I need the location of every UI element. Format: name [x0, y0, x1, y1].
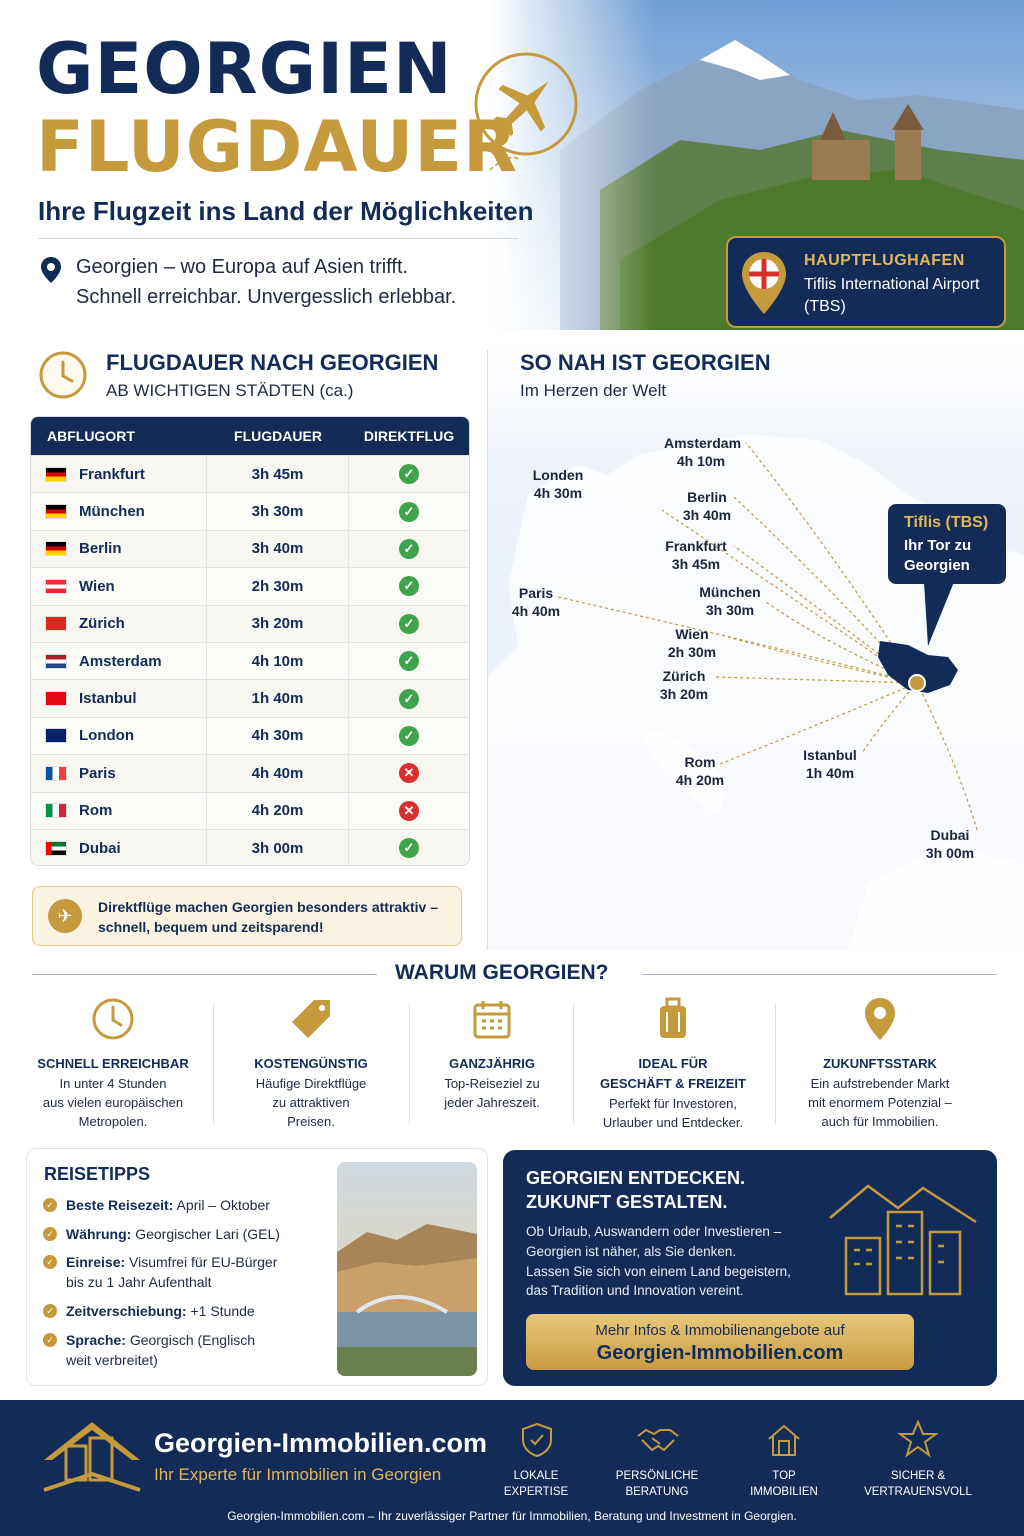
- flight-table-title: FLUGDAUER NACH GEORGIEN: [106, 350, 439, 375]
- departure-city: Frankfurt: [79, 465, 145, 483]
- why-item: [397, 996, 587, 1112]
- check-icon: ✓: [43, 1255, 57, 1269]
- footer-feature-beratung: [597, 1468, 717, 1500]
- flight-table-subtitle: AB WICHTIGEN STÄDTEN (ca.): [106, 381, 354, 400]
- flag-germany-icon: [45, 467, 67, 482]
- airport-name-line2: (TBS): [804, 298, 846, 315]
- flag-netherlands-icon: [45, 654, 67, 669]
- direct-cell: [349, 493, 469, 529]
- duration-value: 3h 40m: [251, 540, 304, 558]
- why-text-line2: aus vielen europäischen: [42, 1095, 184, 1110]
- flight-duration-table: [30, 416, 470, 866]
- departure-city: Berlin: [79, 540, 122, 558]
- feature-line2: BERATUNG: [625, 1486, 689, 1498]
- table-row: [31, 642, 469, 679]
- tip-value: Visumfrei für EU-Bürger: [129, 1254, 278, 1270]
- airplane-icon: ✈: [48, 899, 82, 933]
- why-text-line1: Ein aufstrebender Markt: [810, 1076, 950, 1091]
- tip-label: Sprache:: [66, 1332, 126, 1348]
- duration-cell: [207, 718, 349, 754]
- direct-cell: [349, 456, 469, 492]
- map-subtitle: Im Herzen der Welt: [520, 381, 667, 400]
- feature-line1: LOKALE: [513, 1470, 559, 1482]
- city-time: 3h 00m: [925, 845, 975, 861]
- why-text-line1: Top-Reiseziel zu: [444, 1076, 540, 1091]
- why-text-line1: Perfekt für Investoren,: [609, 1096, 737, 1111]
- tip-item: [66, 1301, 255, 1321]
- departure-cell: [31, 531, 207, 567]
- duration-value: 2h 30m: [251, 577, 304, 595]
- table-row: [31, 605, 469, 642]
- why-item: [18, 996, 208, 1131]
- table-header: [31, 417, 469, 455]
- feature-line1: SICHER &: [890, 1470, 946, 1482]
- tbilisi-photo: [337, 1162, 477, 1376]
- direct-cell: [349, 793, 469, 829]
- clock-icon: [18, 996, 208, 1048]
- column-header-departure: ABFLUGORT: [47, 428, 135, 444]
- city-time: 4h 40m: [511, 603, 561, 619]
- map-title: SO NAH IST GEORGIEN: [520, 350, 771, 375]
- flag-uae-icon: [45, 841, 67, 856]
- city-time: 3h 45m: [671, 556, 721, 572]
- departure-cell: [31, 680, 207, 716]
- calendar-icon: [397, 996, 587, 1048]
- column-header-duration: FLUGDAUER: [234, 428, 322, 444]
- direct-cell: [349, 718, 469, 754]
- cta-button-line1[interactable]: Mehr Infos & Immobilienangebote auf: [595, 1322, 845, 1339]
- tip-item: [66, 1224, 280, 1244]
- city-time: 4h 30m: [533, 485, 583, 501]
- city-time: 2h 30m: [667, 644, 717, 660]
- flag-italy-icon: [45, 803, 67, 818]
- check-circle-icon: ✓: [399, 539, 419, 559]
- departure-cell: [31, 456, 207, 492]
- why-heading: ZUKUNFTSSTARK: [823, 1056, 937, 1071]
- departure-city: Istanbul: [79, 690, 137, 708]
- why-text-line3: Metropolen.: [78, 1114, 148, 1129]
- tip-value: +1 Stunde: [190, 1303, 255, 1319]
- duration-cell: [207, 830, 349, 866]
- duration-cell: [207, 680, 349, 716]
- departure-cell: [31, 830, 207, 866]
- why-item: [216, 996, 406, 1131]
- flag-germany-icon: [45, 504, 67, 519]
- flag-austria-icon: [45, 579, 67, 594]
- clock-icon: [38, 350, 88, 405]
- city-name: Rom: [684, 754, 716, 770]
- tbs-callout-line1: Tiflis (TBS): [904, 514, 989, 531]
- departure-cell: [31, 718, 207, 754]
- departure-cell: [31, 643, 207, 679]
- column-divider: [213, 1004, 214, 1124]
- feature-line2: IMMOBILIEN: [750, 1486, 818, 1498]
- duration-cell: [207, 531, 349, 567]
- tbs-callout-line2: Ihr Tor zu: [904, 537, 972, 554]
- note-line2: schnell, bequem und zeitsparend!: [98, 919, 324, 935]
- departure-cell: [31, 606, 207, 642]
- departure-cell: [31, 755, 207, 791]
- georgian-flag-pin-icon: [740, 250, 788, 321]
- feature-line1: TOP: [772, 1470, 796, 1482]
- direct-cell: [349, 606, 469, 642]
- flag-france-icon: [45, 766, 67, 781]
- tip-value: April – Oktober: [176, 1197, 270, 1213]
- footer-brand[interactable]: Georgien-Immobilien.com: [154, 1428, 488, 1458]
- handshake-icon: [636, 1424, 680, 1461]
- check-circle-icon: ✓: [399, 502, 419, 522]
- why-text-line1: Häufige Direktflüge: [255, 1076, 367, 1091]
- column-header-direct: DIREKTFLUG: [363, 428, 455, 444]
- map-label-london: [528, 466, 588, 502]
- why-text-line3: auch für Immobilien.: [821, 1114, 939, 1129]
- tbs-callout-line3: Georgien: [904, 557, 970, 574]
- tip-value-line2: bis zu 1 Jahr Aufenthalt: [66, 1274, 212, 1290]
- intro-line2: Schnell erreichbar. Unvergesslich erlebbar.: [76, 286, 457, 308]
- duration-value: 4h 30m: [251, 727, 304, 745]
- city-skyline-icon: [828, 1178, 978, 1303]
- map-label-frankfurt: [664, 537, 728, 573]
- why-divider-right: [642, 974, 997, 975]
- price-tag-icon: [216, 996, 406, 1048]
- airport-label: HAUPTFLUGHAFEN: [804, 252, 965, 269]
- page-title-line1: GEORGIEN: [36, 28, 453, 110]
- city-time: 3h 40m: [682, 507, 732, 523]
- tip-label: Währung:: [66, 1226, 132, 1242]
- check-icon: ✓: [43, 1333, 57, 1347]
- departure-cell: [31, 793, 207, 829]
- airplane-badge-icon: [470, 52, 582, 187]
- tip-label: Zeitverschiebung:: [66, 1303, 187, 1319]
- check-circle-icon: ✓: [399, 838, 419, 858]
- footer-feature-sicher: [858, 1468, 978, 1500]
- tip-item: [66, 1252, 277, 1292]
- location-pin-icon: [785, 996, 975, 1048]
- cta-text-line1: Ob Urlaub, Auswandern oder Investieren –: [526, 1224, 782, 1239]
- city-name: Londen: [532, 467, 584, 483]
- map-label-paris: [510, 584, 562, 620]
- city-name: Wien: [675, 626, 709, 642]
- check-icon: ✓: [43, 1198, 57, 1212]
- table-row: [31, 754, 469, 791]
- why-text-line2: Urlauber und Entdecker.: [602, 1115, 744, 1130]
- house-icon: [766, 1422, 802, 1463]
- column-divider: [775, 1004, 776, 1124]
- footer-feature-expertise: [476, 1468, 596, 1500]
- map-label-rom: [674, 753, 726, 789]
- direct-cell: [349, 830, 469, 866]
- footer-bottom-text: Georgien-Immobilien.com – Ihr zuverlässiger Partner für Immobilien, Beratung und Investment in Georgien.: [227, 1509, 797, 1523]
- airport-name-line1: Tiflis International Airport: [804, 276, 980, 293]
- why-item: [785, 996, 975, 1131]
- departure-cell: [31, 568, 207, 604]
- tips-title: REISETIPPS: [44, 1164, 151, 1184]
- duration-cell: [207, 793, 349, 829]
- direct-cell: [349, 643, 469, 679]
- map-label-amsterdam: [664, 434, 742, 470]
- suitcase-icon: [578, 996, 768, 1048]
- tip-value: Georgisch (Englisch: [129, 1332, 256, 1348]
- location-pin-icon: [40, 256, 62, 289]
- duration-value: 1h 40m: [251, 690, 304, 708]
- city-name: Dubai: [930, 827, 970, 843]
- duration-cell: [207, 643, 349, 679]
- footer-tagline: Ihr Experte für Immobilien in Georgien: [154, 1465, 442, 1484]
- direct-cell: [349, 531, 469, 567]
- check-icon: ✓: [43, 1227, 57, 1241]
- cta-title-line2: ZUKUNFT GESTALTEN.: [526, 1192, 728, 1212]
- duration-value: 3h 45m: [251, 465, 304, 483]
- direct-cell: [349, 755, 469, 791]
- city-time: 3h 20m: [659, 686, 709, 702]
- departure-city: Paris: [79, 764, 116, 782]
- note-line1: Direktflüge machen Georgien besonders attraktiv –: [98, 899, 438, 915]
- check-icon: ✓: [43, 1304, 57, 1318]
- table-row: [31, 829, 469, 866]
- duration-value: 4h 10m: [251, 652, 304, 670]
- city-name: Zürich: [662, 668, 706, 684]
- direct-flight-note: [32, 886, 462, 946]
- map-label-muenchen: [698, 583, 762, 619]
- direct-cell: [349, 568, 469, 604]
- table-row: [31, 792, 469, 829]
- feature-line1: PERSÖNLICHE: [615, 1470, 699, 1482]
- why-divider-left: [32, 974, 377, 975]
- table-row: [31, 717, 469, 754]
- tip-item: [66, 1195, 270, 1215]
- city-name: Paris: [518, 585, 554, 601]
- tip-label: Beste Reisezeit:: [66, 1197, 174, 1213]
- cta-text-line4: das Tradition und Innovation vereint.: [526, 1283, 744, 1298]
- why-item: [578, 996, 768, 1132]
- departure-city: Rom: [79, 802, 113, 820]
- flag-switzerland-icon: [45, 616, 67, 631]
- duration-value: 4h 20m: [251, 802, 304, 820]
- why-heading: KOSTENGÜNSTIG: [254, 1056, 368, 1071]
- departure-city: München: [79, 503, 145, 521]
- cta-button-line2[interactable]: Georgien-Immobilien.com: [596, 1342, 844, 1364]
- check-circle-icon: ✓: [399, 464, 419, 484]
- tip-label: Einreise:: [66, 1254, 126, 1270]
- flag-turkey-icon: [45, 691, 67, 706]
- tip-value: Georgischer Lari (GEL): [135, 1226, 280, 1242]
- city-time: 4h 10m: [676, 453, 726, 469]
- duration-cell: [207, 606, 349, 642]
- table-row: [31, 679, 469, 716]
- cta-text-line3: Lassen Sie sich von einem Land begeistern,: [526, 1264, 791, 1279]
- why-heading: IDEAL FÜR: [638, 1056, 708, 1071]
- check-circle-icon: ✓: [399, 614, 419, 634]
- why-text-line2: zu attraktiven: [272, 1095, 350, 1110]
- shield-check-icon: [521, 1422, 553, 1463]
- departure-city: Dubai: [79, 839, 121, 857]
- map-label-wien: [666, 625, 718, 661]
- star-icon: [898, 1420, 938, 1463]
- why-text-line3: Preisen.: [287, 1114, 335, 1129]
- page-title-line2: FLUGDAUER: [36, 106, 518, 188]
- departure-city: Wien: [79, 577, 115, 595]
- city-time: 3h 30m: [705, 602, 755, 618]
- table-row: [31, 567, 469, 604]
- table-row: [31, 455, 469, 492]
- intro-line1: Georgien – wo Europa auf Asien trifft.: [76, 256, 409, 278]
- departure-cell: [31, 493, 207, 529]
- duration-cell: [207, 568, 349, 604]
- brand-logo-icon: [40, 1416, 144, 1501]
- duration-cell: [207, 493, 349, 529]
- duration-value: 3h 00m: [251, 839, 304, 857]
- city-name: Amsterdam: [664, 435, 742, 451]
- city-time: 4h 20m: [675, 772, 725, 788]
- tip-item: [66, 1330, 255, 1370]
- tip-value-line2: weit verbreitet): [66, 1352, 158, 1368]
- why-text-line2: mit enormem Potenzial –: [808, 1095, 952, 1110]
- check-circle-icon: ✓: [399, 726, 419, 746]
- table-row: [31, 492, 469, 529]
- duration-cell: [207, 755, 349, 791]
- page-subtitle: Ihre Flugzeit ins Land der Möglichkeiten: [38, 196, 534, 226]
- why-title: WARUM GEORGIEN?: [395, 961, 609, 984]
- table-body: [31, 455, 469, 866]
- city-name: Istanbul: [803, 747, 857, 763]
- feature-line2: EXPERTISE: [503, 1486, 569, 1498]
- duration-cell: [207, 456, 349, 492]
- map-label-dubai: [922, 826, 978, 862]
- city-name: Frankfurt: [665, 538, 727, 554]
- cross-circle-icon: ✕: [399, 763, 419, 783]
- header-divider: [38, 238, 518, 239]
- check-circle-icon: ✓: [399, 689, 419, 709]
- flag-uk-icon: [45, 728, 67, 743]
- footer-feature-immobilien: [724, 1468, 844, 1500]
- cta-title-line1: GEORGIEN ENTDECKEN.: [526, 1168, 746, 1188]
- map-label-zuerich: [658, 667, 710, 703]
- table-row: [31, 530, 469, 567]
- departure-city: Zürich: [79, 615, 125, 633]
- feature-line2: VERTRAUENSVOLL: [864, 1486, 972, 1498]
- why-heading: SCHNELL ERREICHBAR: [37, 1056, 189, 1071]
- why-text-line1: In unter 4 Stunden: [59, 1076, 167, 1091]
- map-label-istanbul: [800, 746, 860, 782]
- why-heading: GANZJÄHRIG: [449, 1056, 535, 1071]
- duration-value: 4h 40m: [251, 764, 304, 782]
- why-heading-line2: GESCHÄFT & FREIZEIT: [600, 1076, 746, 1091]
- city-name: München: [699, 584, 761, 600]
- cross-circle-icon: ✕: [399, 801, 419, 821]
- departure-city: London: [79, 727, 134, 745]
- departure-city: Amsterdam: [79, 652, 162, 670]
- map-label-berlin: [682, 488, 732, 524]
- city-name: Berlin: [687, 489, 727, 505]
- cta-text-line2: Georgien ist näher, als Sie denken.: [526, 1244, 737, 1259]
- direct-cell: [349, 680, 469, 716]
- flag-germany-icon: [45, 541, 67, 556]
- duration-value: 3h 20m: [251, 615, 304, 633]
- check-circle-icon: ✓: [399, 651, 419, 671]
- duration-value: 3h 30m: [251, 503, 304, 521]
- check-circle-icon: ✓: [399, 576, 419, 596]
- why-text-line2: jeder Jahreszeit.: [444, 1095, 540, 1110]
- city-time: 1h 40m: [805, 765, 855, 781]
